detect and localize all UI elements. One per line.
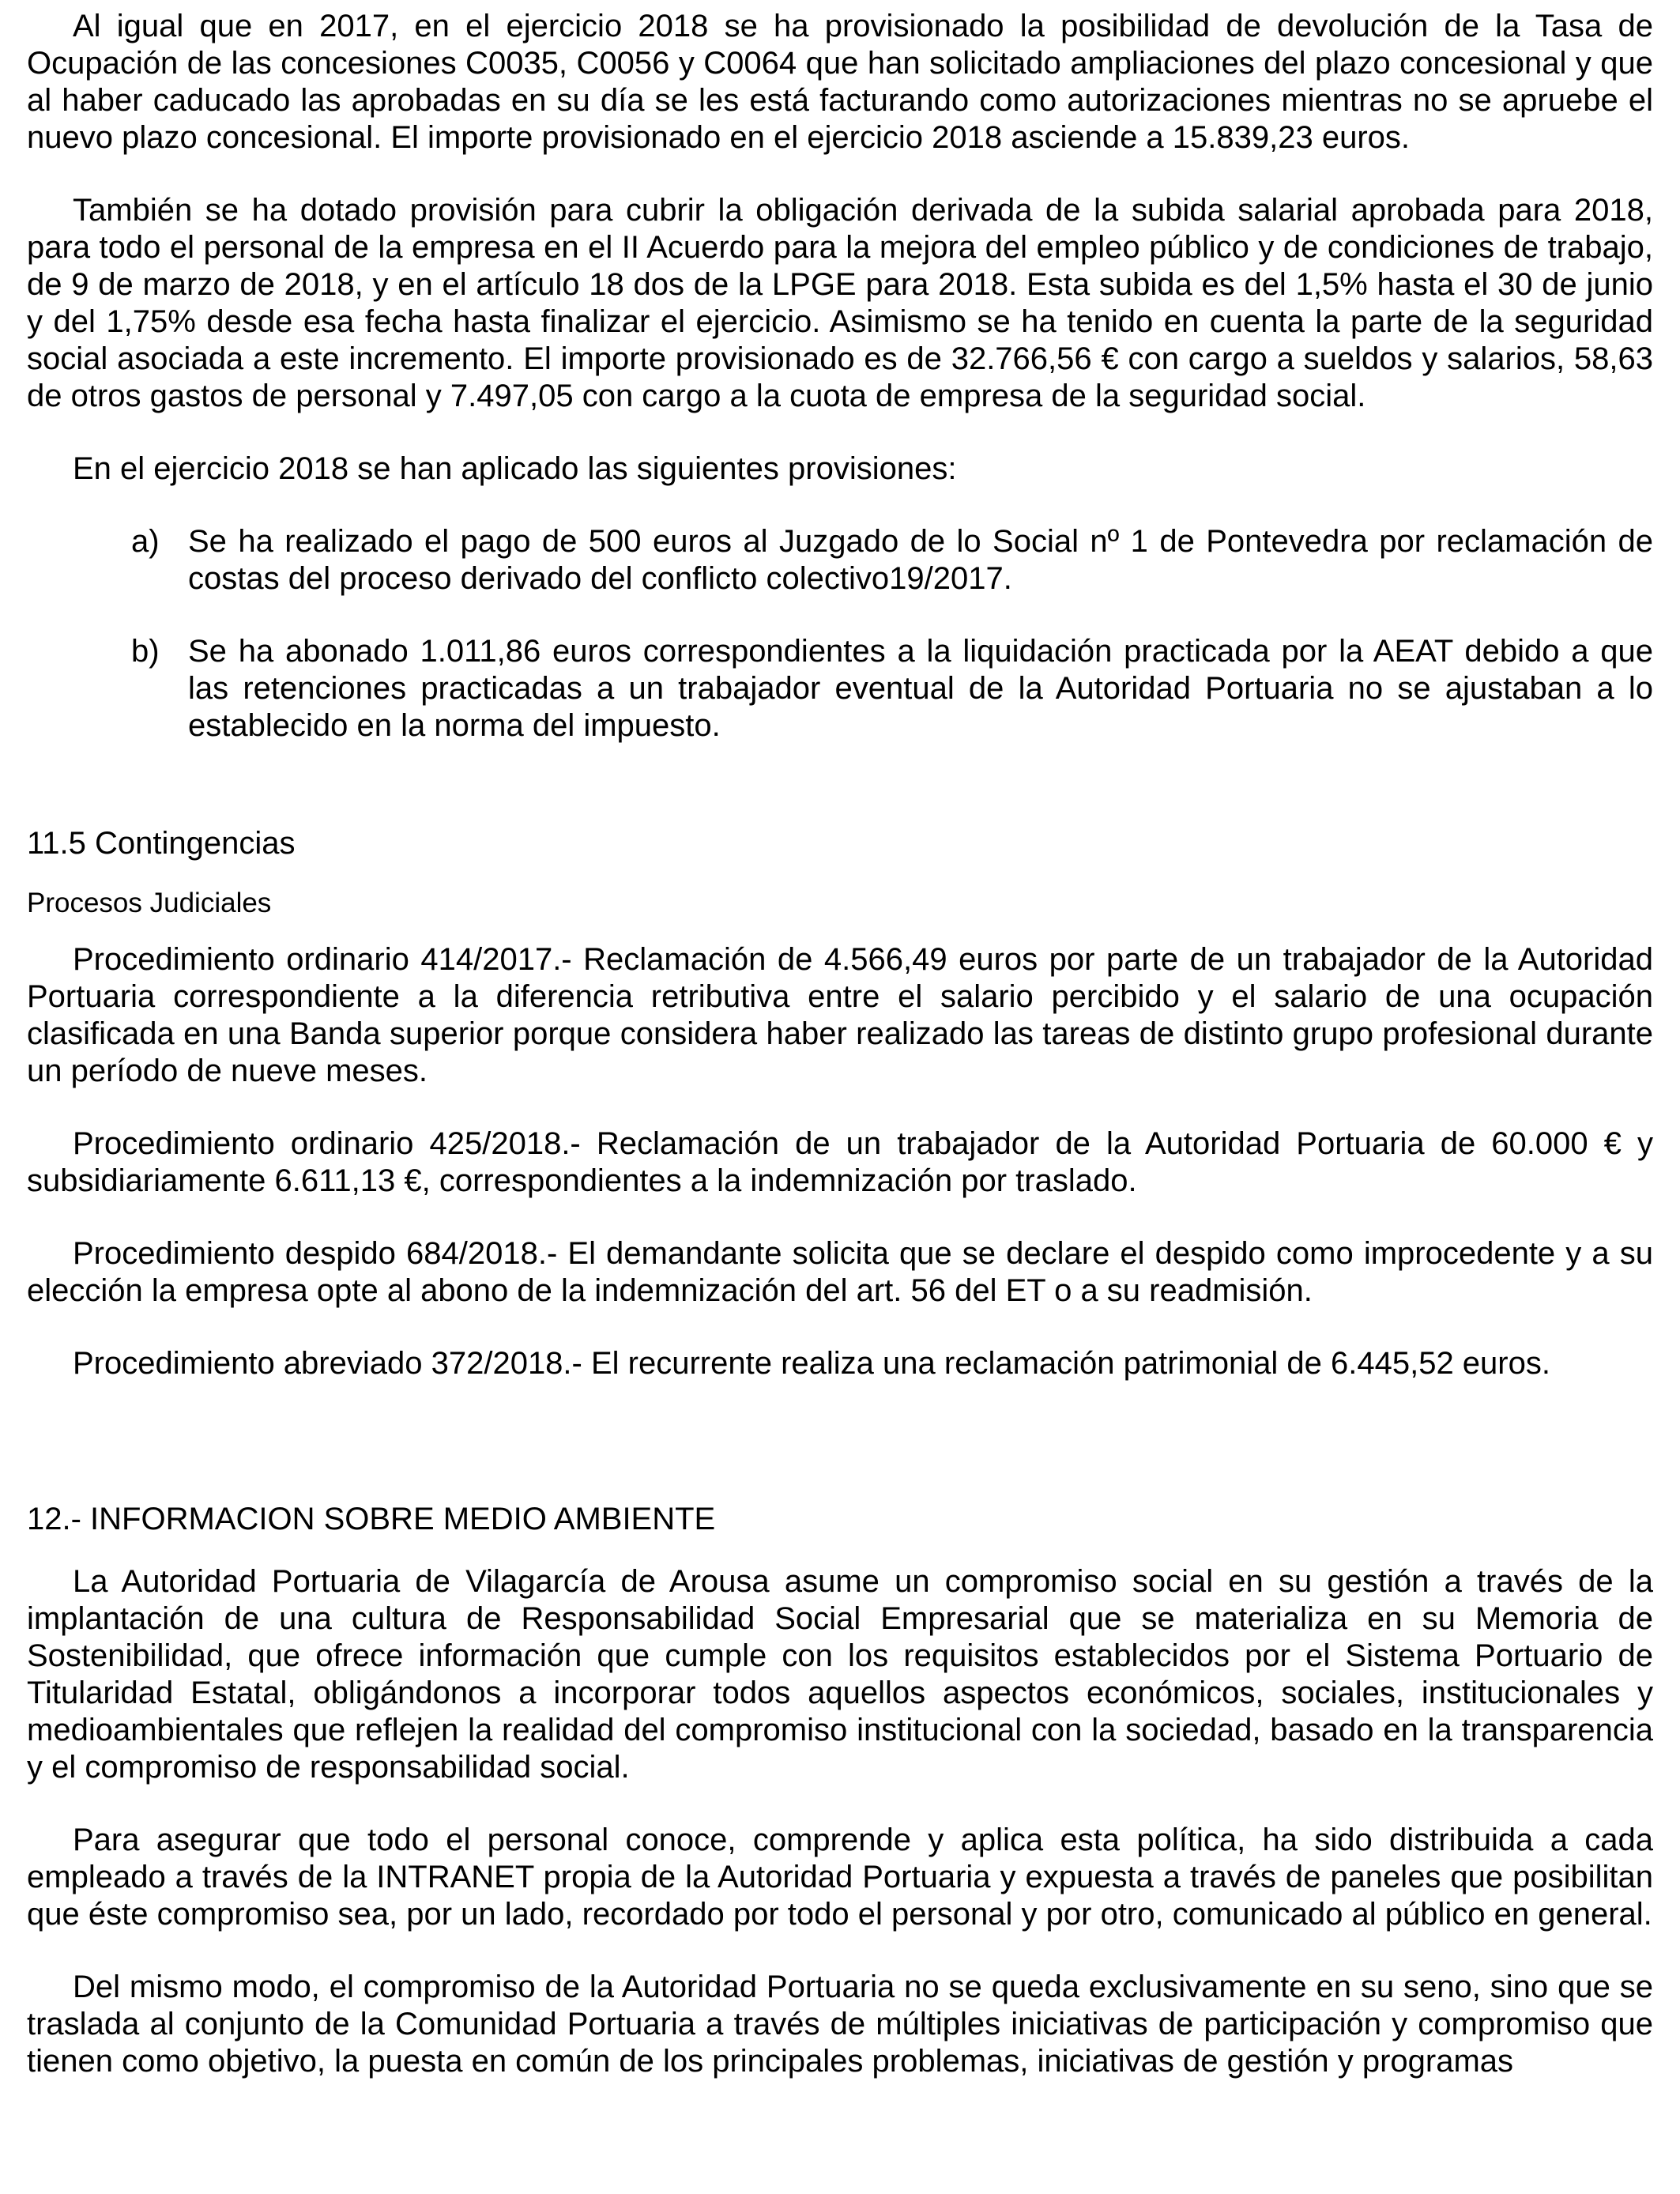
paragraph-comunidad-portuaria: Del mismo modo, el compromiso de la Autoridad Portuaria no se queda exclusivamente en su seno, sino que se traslada al conjunto de la Comunidad Portuaria a través de múltiples iniciativas de participación y compromiso que tienen como objetivo, la puesta en común de los principales problemas, iniciativas de gestión y programas <box>27 1970 1653 2079</box>
list-item-b <box>27 633 1653 745</box>
paragraph-proc-414: Procedimiento ordinario 414/2017.- Reclamación de 4.566,49 euros por parte de un trabajador de la Autoridad Portuaria correspondiente a la diferencia retributiva entre el salario percibido y el salario de una ocupación clasificada en una Banda superior porque considera haber realizado las tareas de distinto grupo profesional durante un período de nueve meses. <box>27 942 1653 1088</box>
list-item-b-text: Se ha abonado 1.011,86 euros correspondientes a la liquidación practicada por la AEAT debido a que las retenciones practicadas a un trabajador eventual de la Autoridad Portuaria no se ajustaban a lo establecido en la norma del impuesto. <box>188 634 1653 743</box>
document-page <box>27 8 1653 2080</box>
paragraph-proc-684: Procedimiento despido 684/2018.- El demandante solicita que se declare el despido como improcedente y a su elección la empresa opte al abono de la indemnización del art. 56 del ET o a su readmisión. <box>27 1236 1653 1308</box>
list-item-a <box>27 523 1653 598</box>
section-heading-medio-ambiente: 12.- INFORMACION SOBRE MEDIO AMBIENTE <box>27 1502 716 1536</box>
paragraph-provisiones-aplicadas: En el ejercicio 2018 se han aplicado las siguientes provisiones: <box>73 451 957 486</box>
paragraph-proc-425: Procedimiento ordinario 425/2018.- Reclamación de un trabajador de la Autoridad Portuaria de 60.000 € y subsidiariamente 6.611,13 €, correspondientes a la indemnización por traslado. <box>27 1126 1653 1198</box>
section-heading-contingencias: 11.5 Contingencias <box>27 826 296 861</box>
paragraph-tasa-ocupacion: Al igual que en 2017, en el ejercicio 2018 se ha provisionado la posibilidad de devolución de la Tasa de Ocupación de las concesiones C0035, C0056 y C0064 que han solicitado ampliaciones del plazo concesional y que al haber caducado las aprobadas en su día se les está facturando como autorizaciones mientras no se apruebe el nuevo plazo concesional. El importe provisionado en el ejercicio 2018 asciende a 15.839,23 euros. <box>27 9 1653 155</box>
list-item-a-text: Se ha realizado el pago de 500 euros al Juzgado de lo Social nº 1 de Pontevedra por reclamación de costas del proceso derivado del conflicto colectivo19/2017. <box>188 524 1653 596</box>
paragraph-subida-salarial: También se ha dotado provisión para cubrir la obligación derivada de la subida salarial aprobada para 2018, para todo el personal de la empresa en el II Acuerdo para la mejora del empleo público y de condiciones de trabajo, de 9 de marzo de 2018, y en el artículo 18 dos de la LPGE para 2018. Esta subida es del 1,5% hasta el 30 de junio y del 1,75% desde esa fecha hasta finalizar el ejercicio. Asimismo se ha tenido en cuenta la parte de la seguridad social asociada a este incremento. El importe provisionado es de 32.766,56 € con cargo a sueldos y salarios, 58,63 de otros gastos de personal y 7.497,05 con cargo a la cuota de empresa de la seguridad social. <box>27 193 1653 413</box>
paragraph-rse: La Autoridad Portuaria de Vilagarcía de Arousa asume un compromiso social en su gestión a través de la implantación de una cultura de Responsabilidad Social Empresarial que se materializa en su Memoria de Sostenibilidad, que ofrece información que cumple con los requisitos establecidos por el Sistema Portuario de Titularidad Estatal, obligándonos a incorporar todos aquellos aspectos económicos, sociales, institucionales y medioambientales que reflejen la realidad del compromiso institucional con la sociedad, basado en la transparencia y el compromiso de responsabilidad social. <box>27 1564 1653 1785</box>
list-marker-a: a) <box>131 524 160 559</box>
paragraph-proc-372: Procedimiento abreviado 372/2018.- El recurrente realiza una reclamación patrimonial de 6.445,52 euros. <box>73 1346 1550 1381</box>
subsection-heading-procesos: Procesos Judiciales <box>27 888 272 918</box>
list-marker-b: b) <box>131 634 160 669</box>
paragraph-intranet: Para asegurar que todo el personal conoce, comprende y aplica esta política, ha sido distribuida a cada empleado a través de la INTRANET propia de la Autoridad Portuaria y expuesta a través de paneles que posibilitan que éste compromiso sea, por un lado, recordado por todo el personal y por otro, comunicado al público en general. <box>27 1823 1653 1932</box>
